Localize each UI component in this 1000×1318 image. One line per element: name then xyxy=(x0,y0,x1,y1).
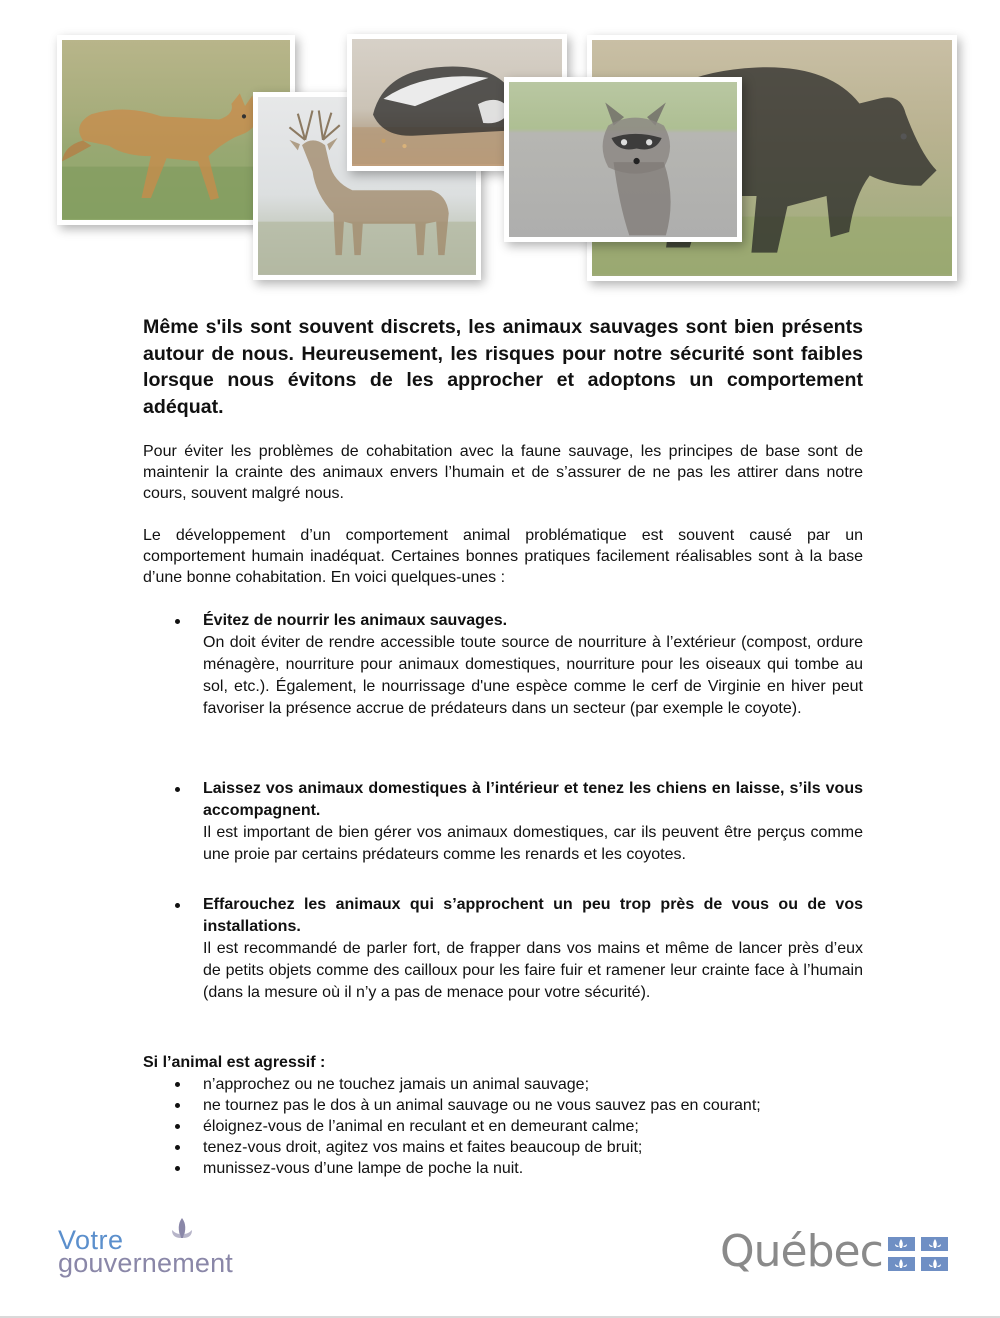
list-item xyxy=(143,1158,863,1179)
list-item-text: ne tournez pas le dos à un animal sauvage ou ne vous sauvez pas en courant; xyxy=(203,1097,761,1114)
aggressive-animal-list xyxy=(143,1074,863,1179)
fleur-de-lys-icon xyxy=(170,1218,194,1248)
lead-paragraph: Même s'ils sont souvent discrets, les animaux sauvages sont bien présents autour de nous. Heureusement, les risques pour notre sécurité sont faibles lorsque nous évitons de les approcher et adoptons un comportement adéquat. xyxy=(143,316,863,418)
bullet-icon xyxy=(175,1145,180,1150)
bullet-icon xyxy=(175,903,180,908)
tip-body: On doit éviter de rendre accessible toute source de nourriture à l’extérieur (compost, ordure ménagère, nourriture pour animaux domestiques, nourriture pour les oiseaux qui tombe au sol, etc.). Également, le nourrissage d'une espèce comme le cerf de Virginie en hiver peut favoriser la présence accrue de prédateurs dans un secteur (par exemple le coyote). xyxy=(203,634,863,717)
bullet-icon xyxy=(175,1124,180,1129)
bullet-icon xyxy=(175,787,180,792)
tip-item xyxy=(143,894,863,1004)
aggressive-animal-heading: Si l’animal est agressif : xyxy=(143,1054,326,1071)
list-item-text: éloignez-vous de l’animal en reculant et en demeurant calme; xyxy=(203,1118,639,1135)
list-item xyxy=(143,1095,863,1116)
bullet-icon xyxy=(175,619,180,624)
votre-text: Votre xyxy=(58,1225,124,1255)
bullet-icon xyxy=(175,1166,180,1171)
tip-title: Laissez vos animaux domestiques à l’intérieur et tenez les chiens en laisse, s’ils vous accompagnent. xyxy=(203,780,863,819)
tip-body: Il est recommandé de parler fort, de frapper dans vos mains et même de lancer près d’eux de petits objets comme des cailloux pour les faire fuir et ramener leur crainte face à l’humain (dans la mesure où il n’y a pas de menace pour votre sécurité). xyxy=(203,940,863,1001)
votre-gouvernement-logo xyxy=(58,1218,258,1278)
quebec-logo xyxy=(720,1228,950,1278)
tip-item xyxy=(143,778,863,866)
list-item xyxy=(143,1116,863,1137)
raccoon-illustration xyxy=(509,82,737,237)
intro-paragraph-1: Pour éviter les problèmes de cohabitation avec la faune sauvage, les principes de base sont de maintenir la crainte des animaux envers l’humain et de s’assurer de ne pas les attirer dans notre cours, souvent malgré nous. xyxy=(143,443,863,502)
list-item xyxy=(143,1137,863,1158)
bullet-icon xyxy=(175,1082,180,1087)
bullet-icon xyxy=(175,1103,180,1108)
intro-paragraph-2: Le développement d’un comportement animal problématique est souvent causé par un comportement humain inadéquat. Certaines bonnes pratiques facilement réalisables sont à la base d’une bonne cohabitation. En voici quelques-unes : xyxy=(143,527,863,586)
list-item-text: munissez-vous d’une lampe de poche la nuit. xyxy=(203,1160,524,1177)
quebec-flag-icon xyxy=(888,1237,948,1271)
tip-body: Il est important de bien gérer vos animaux domestiques, car ils peuvent être perçus comme une proie par certains prédateurs comme les renards et les coyotes. xyxy=(203,824,863,863)
tip-title: Effarouchez les animaux qui s’approchent un peu trop près de vous ou de vos installations. xyxy=(203,896,863,935)
quebec-wordmark: Québec xyxy=(720,1226,883,1277)
tip-item xyxy=(143,610,863,720)
tip-title: Évitez de nourrir les animaux sauvages. xyxy=(203,612,508,629)
photo-raccoon xyxy=(504,77,742,242)
gouvernement-text: gouvernement xyxy=(58,1248,234,1278)
list-item-text: n’approchez ou ne touchez jamais un animal sauvage; xyxy=(203,1076,590,1093)
list-item-text: tenez-vous droit, agitez vos mains et faites beaucoup de bruit; xyxy=(203,1139,643,1156)
list-item xyxy=(143,1074,863,1095)
